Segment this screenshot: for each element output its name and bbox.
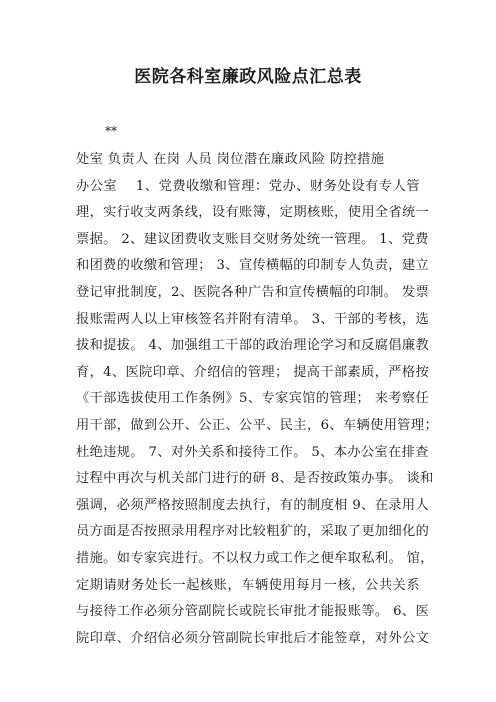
body-line: 报账需两人以上审核签名并附有清单。 3、干部的考核，选 (76, 311, 430, 327)
document-body (76, 147, 439, 652)
body-line: 《干部选拔使用工作条例》5、专家宾馆的管理； 来考察任 (76, 391, 430, 407)
body-line: 办公室 1、党费收缴和管理：党办、财务处设有专人管 (76, 178, 420, 194)
body-line: 处室 负责人 在岗 人员 岗位潜在廉政风险 防控措施 (76, 152, 385, 167)
body-line: 过程中再次与机关部门进行的研 8、是否按政策办事。 谈和 (76, 471, 434, 487)
document-title: 医院各科室廉政风险点汇总表 (134, 67, 362, 87)
body-line: 用干部，做到公开、公正、公平、民主，6、车辆使用管理； (76, 417, 439, 433)
body-line: 院印章、介绍信必须分管副院长审批后才能签章，对外公文 (76, 630, 430, 646)
body-line: 杜绝违规。 7、对外关系和接待工作。 5、本办公室在排查 (76, 444, 429, 460)
body-line: 员方面是否按照录用程序对比较粗犷的，采取了更加细化的 (76, 524, 430, 540)
body-line: 措施。如专家宾进行。不以权力或工作之便牟取私利。 馆， (76, 550, 434, 566)
body-line: 与接待工作必须分管副院长或院长审批才能报账等。 6、医 (76, 604, 430, 620)
body-line: 登记审批制度，2、医院各种广告和宣传横幅的印制。 发票 (76, 284, 430, 300)
body-line: 票据。 2、建议团费收支账目交财务处统一管理。 1、党费 (76, 231, 429, 247)
body-line: 定期请财务处长一起核账，车辆使用每月一核，公共关系 (76, 577, 420, 593)
body-line: 理，实行收支两条线，设有账簿，定期核账，使用全省统一 (76, 205, 430, 221)
body-line: 育，4、医院印章、介绍信的管理； 提高干部素质，严格按 (76, 364, 430, 380)
body-line: 强调，必须严格按照制度去执行，有的制度相 9、在录用人 (76, 497, 430, 513)
body-line: 和团费的收缴和管理； 3、宣传横幅的印制专人负责，建立 (76, 258, 430, 274)
author-line: ** (105, 124, 117, 138)
body-line: 拔和提拔。 4、加强组工干部的政治理论学习和反腐倡廉教 (76, 338, 430, 354)
